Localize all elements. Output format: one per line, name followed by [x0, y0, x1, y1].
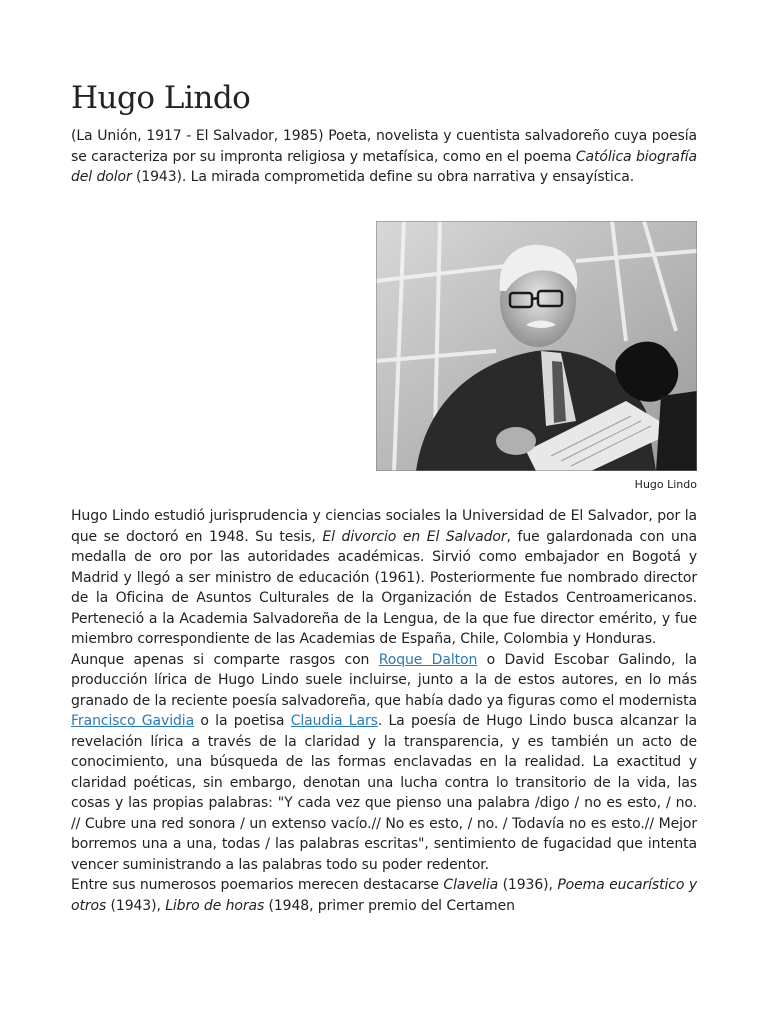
work-title: Católica biografía del dolor — [71, 148, 698, 185]
body-text: (1948, primer premio del Certamen — [264, 897, 515, 914]
body-text: Hugo Lindo estudió jurisprudencia y ciencias sociales la Universidad de El Salvador, por la que se doctoró en 1948. Su tesis, — [71, 508, 697, 545]
biography-paragraph — [71, 506, 697, 650]
body-text: Aunque apenas si comparte rasgos con — [71, 651, 379, 668]
thesis-title: El divorcio en El Salvador — [322, 528, 507, 545]
link-claudia-lars[interactable]: Claudia Lars — [290, 713, 378, 729]
page-title: Hugo Lindo — [71, 80, 251, 116]
link-roque-dalton[interactable]: Roque Dalton — [378, 651, 478, 668]
body-text: Entre sus numerosos poemarios merecen destacarse — [71, 877, 444, 893]
body-text: o la poetisa — [194, 713, 291, 729]
body-text: (1943), — [106, 897, 166, 914]
body-text: , fue galardonada con una medalla de oro por las autoridades académicas. Sirvió como embajador en Bogotá y Madrid y llegó a ser ministro de educación (1961). Posteriormente fue nombrado director de la Oficina de Asuntos Culturales de la Organización de Estados Centroamericanos. Perteneció a la Academia Salvadoreña de la Lengua, de la que fue director emérito, y fue miembro correspondiente de las Academias de España, Chile, Colombia y Honduras. — [71, 528, 697, 647]
article-body — [71, 506, 697, 916]
portrait-photo — [376, 221, 697, 471]
work-title: Poema eucarístico y otros — [71, 877, 698, 914]
work-title: Libro de horas — [165, 897, 265, 914]
poetry-paragraph — [71, 650, 697, 876]
photo-caption: Hugo Lindo — [634, 478, 697, 491]
portrait-figure — [376, 221, 697, 491]
works-paragraph — [71, 875, 697, 916]
intro-text: (1943). La mirada comprometida define su obra narrativa y ensayística. — [131, 169, 635, 185]
body-text: o David Escobar Galindo, la producción lírica de Hugo Lindo suele incluirse, junto a la de estos autores, en lo más granado de la reciente poesía salvadoreña, que había dado ya figuras como el modernista — [71, 651, 697, 709]
link-francisco-gavidia[interactable]: Francisco Gavidia — [71, 713, 195, 729]
intro-text: (La Unión, 1917 - El Salvador, 1985) Poeta, novelista y cuentista salvadoreño cuya poesía se caracteriza por su impronta religiosa y metafísica, como en el poema — [71, 128, 697, 165]
intro-paragraph — [71, 126, 697, 188]
work-title: Clavelia — [443, 877, 499, 893]
body-text: (1936), — [498, 877, 558, 893]
body-text: . La poesía de Hugo Lindo busca alcanzar la revelación lírica a través de la claridad y la transparencia, y es también un acto de conocimiento, una búsqueda de las formas enclavadas en la realidad. La exactitud y claridad poéticas, sin embargo, denotan una lucha contra lo transitorio de la vida, las cosas y las propias palabras: "Y cada vez que pienso una palabra /digo / no es esto, / no. // Cubre una red sonora / un extenso vacío.// No es esto, / no. / Todavía no es esto.// Mejor borremos una a una, todas / las palabras escritas", sentimiento de fugacidad que intenta vencer suministrando a las palabras todo su poder redentor. — [71, 713, 697, 873]
